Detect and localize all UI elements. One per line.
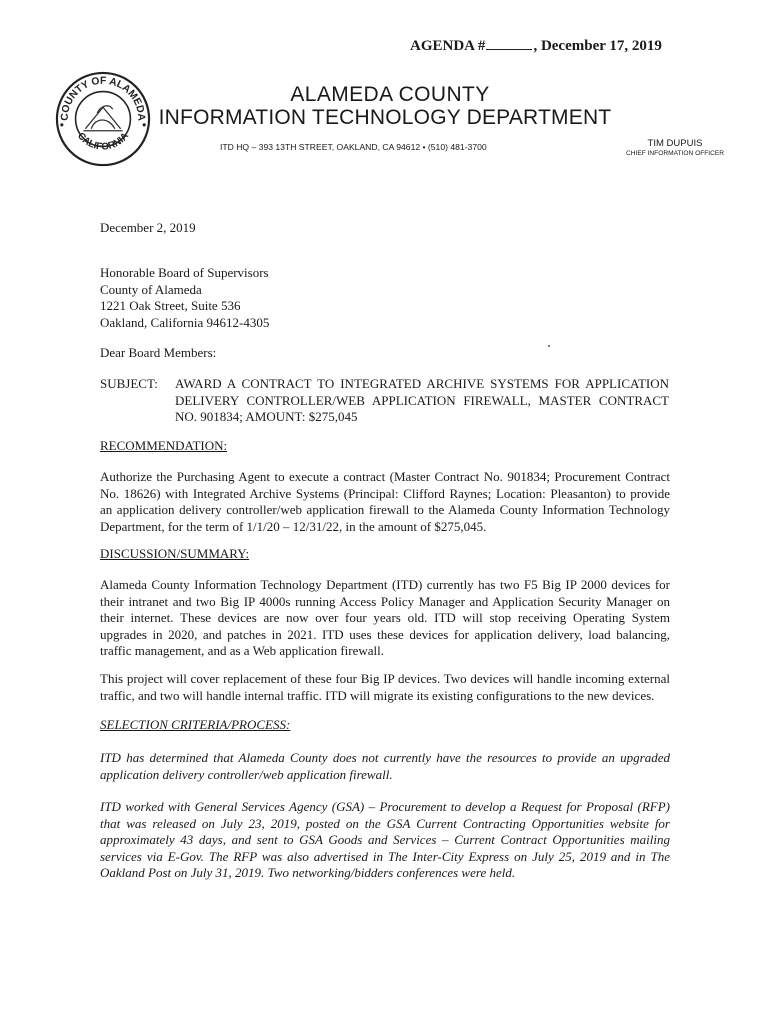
paragraph-line: No. 18626) with Integrated Archive Systems (Principal: Clifford Raynes; Location: Pleasanton) to provide	[100, 485, 670, 501]
subject-line: DELIVERY CONTROLLER/WEB APPLICATION FIREWALL, MASTER CONTRACT	[175, 392, 669, 408]
department-address: ITD HQ – 393 13TH STREET, OAKLAND, CA 94612 • (510) 481-3700	[220, 142, 487, 152]
paragraph-line: services via E-Gov. The RFP was also advertised in The Inter-City Express on July 25, 2019 and in The	[100, 848, 670, 864]
paragraph-line: Alameda County Information Technology Department (ITD) currently has two F5 Big IP 2000 devices for	[100, 577, 670, 592]
paragraph-line: that was released on July 23, 2019, posted on the GSA Current Contracting Opportunities website for	[100, 815, 670, 831]
subject-line: AWARD A CONTRACT TO INTEGRATED ARCHIVE SYSTEMS FOR APPLICATION	[175, 376, 669, 391]
paragraph-line: traffic management, and as a Web application firewall.	[100, 643, 384, 658]
paragraph-line: Authorize the Purchasing Agent to execute a contract (Master Contract No. 901834; Procurement Contract	[100, 469, 670, 484]
paragraph-line: ITD worked with General Services Agency (GSA) – Procurement to develop a Request for Proposal (RFP)	[100, 799, 670, 814]
department-name: INFORMATION TECHNOLOGY DEPARTMENT	[158, 106, 612, 129]
paragraph-line: their intranet and two Big IP 4000s running Access Policy Manager and Application Security Manager on	[100, 593, 670, 609]
agenda-prefix: AGENDA #	[410, 38, 486, 54]
subject-line: NO. 901834; AMOUNT: $275,045	[175, 409, 358, 424]
paragraph-line: upgrades in 2020, and patches in 2021. ITD uses these devices for application delivery, load balancing,	[100, 626, 670, 642]
recipient-address	[100, 265, 269, 331]
paragraph-line: an application delivery controller/web application firewall to the Alameda County Information Technology	[100, 502, 670, 517]
recipient-line: County of Alameda	[100, 281, 202, 297]
agenda-line	[410, 37, 662, 55]
paragraph-line: traffic, and two will handle internal traffic. ITD will migrate its existing configurations to the new devices.	[100, 687, 655, 703]
agenda-date: , December 17, 2019	[533, 38, 662, 54]
letter-date: December 2, 2019	[100, 220, 196, 235]
paragraph-line: their internet. These devices are now over four years old. ITD will stop receiving Operating System	[100, 610, 670, 625]
paragraph-line: Oakland Post on July 31, 2019. Two networking/bidders conferences were held.	[100, 865, 516, 880]
recipient-line: Oakland, California 94612-4305	[100, 314, 270, 330]
selection-heading: SELECTION CRITERIA/PROCESS:	[100, 717, 291, 732]
paragraph-line: approximately 43 days, and sent to GSA Goods and Services – Current Contract Opportunities mailing	[100, 832, 670, 847]
discussion-heading: DISCUSSION/SUMMARY:	[100, 546, 250, 561]
cio-name: TIM DUPUIS	[647, 138, 703, 149]
selection-paragraph-1	[100, 750, 670, 783]
recipient-line: Honorable Board of Supervisors	[100, 265, 269, 280]
paragraph-line: Department, for the term of 1/1/20 – 12/31/22, in the amount of $275,045.	[100, 518, 487, 534]
salutation: Dear Board Members:	[100, 345, 217, 360]
cio-title: CHIEF INFORMATION OFFICER	[625, 150, 725, 157]
recipient-line: 1221 Oak Street, Suite 536	[100, 298, 241, 313]
subject-label: SUBJECT:	[100, 376, 158, 391]
discussion-paragraph-2	[100, 671, 670, 704]
org-name: ALAMEDA COUNTY	[290, 83, 490, 106]
subject-text	[175, 376, 669, 426]
discussion-paragraph-1	[100, 577, 670, 660]
paragraph-line: This project will cover replacement of these four Big IP devices. Two devices will handle incoming external	[100, 671, 670, 686]
selection-paragraph-2	[100, 799, 670, 882]
stray-mark	[548, 345, 550, 347]
paragraph-line: ITD has determined that Alameda County does not currently have the resources to provide an upgraded	[100, 750, 670, 765]
seal-text-bottom: CALIFORNIA	[74, 130, 132, 153]
recommendation-heading: RECOMMENDATION:	[100, 438, 228, 453]
agenda-number-blank	[486, 37, 532, 50]
seal-text-top: COUNTY OF ALAMEDA	[59, 75, 147, 122]
paragraph-line: application delivery controller/web application firewall.	[100, 766, 393, 782]
recommendation-paragraph	[100, 469, 670, 535]
